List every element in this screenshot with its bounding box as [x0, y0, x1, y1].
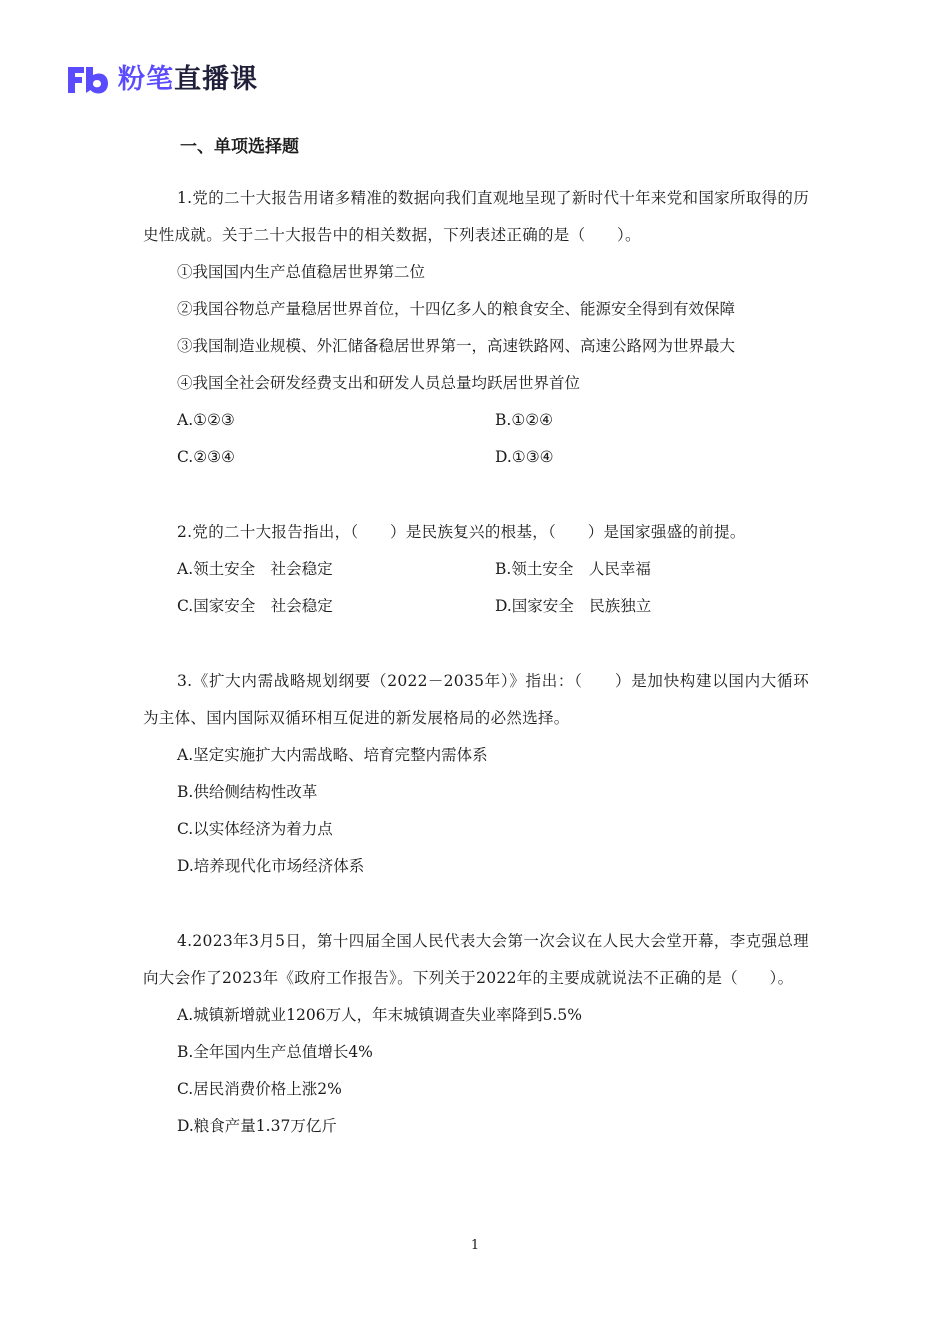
option-d: D.国家安全 民族独立: [495, 597, 652, 615]
statement: ①我国国内生产总值稳居世界第二位: [177, 263, 426, 281]
question-4: [143, 923, 809, 1145]
question-2: [143, 514, 809, 625]
option-b: B.供给侧结构性改革: [177, 783, 318, 801]
option-c: C.居民消费价格上涨2%: [177, 1080, 342, 1098]
option-list: [143, 997, 809, 1145]
option-d: D.粮食产量1.37万亿斤: [177, 1117, 337, 1135]
option-d: D.培养现代化市场经济体系: [177, 857, 365, 875]
question-content: [143, 130, 809, 1145]
statement: ③我国制造业规模、外汇储备稳居世界第一，高速铁路网、高速公路网为世界最大: [177, 337, 736, 355]
option-a: A.①②③: [177, 411, 235, 429]
logo-text: [118, 63, 258, 97]
option-a: A.坚定实施扩大内需战略、培育完整内需体系: [177, 746, 488, 764]
option-c: C.国家安全 社会稳定: [177, 597, 333, 615]
option-grid: [143, 551, 809, 625]
option-c: C.②③④: [177, 448, 235, 466]
question-stem: 3.《扩大内需战略规划纲要（2022－2035年）》指出：（ ）是加快构建以国内大循环为主体、国内国际双循环相互促进的新发展格局的必然选择。: [143, 672, 809, 727]
statement: ④我国全社会研发经费支出和研发人员总量均跃居世界首位: [177, 374, 581, 392]
option-b: B.①②④: [495, 411, 554, 429]
statement: ②我国谷物总产量稳居世界首位，十四亿多人的粮食安全、能源安全得到有效保障: [177, 300, 736, 318]
question-3: [143, 663, 809, 885]
question-1: [143, 180, 809, 476]
logo-subtitle: 直播课: [174, 64, 258, 95]
header-logo: [66, 62, 258, 98]
page-number: 1: [470, 1238, 480, 1253]
option-grid: [143, 402, 809, 476]
question-stem: 4.2023年3月5日，第十四届全国人民代表大会第一次会议在人民大会堂开幕，李克强总理向大会作了2023年《政府工作报告》。下列关于2022年的主要成就说法不正确的是（ ）。: [143, 932, 809, 987]
option-c: C.以实体经济为着力点: [177, 820, 333, 838]
option-list: [143, 737, 809, 885]
question-stem: 2.党的二十大报告指出，（ ）是民族复兴的根基，（ ）是国家强盛的前提。: [177, 523, 746, 541]
option-b: B.全年国内生产总值增长4%: [177, 1043, 373, 1061]
section-title: 一、单项选择题: [180, 137, 299, 157]
option-d: D.①③④: [495, 448, 554, 466]
option-b: B.领土安全 人民幸福: [495, 560, 651, 578]
option-a: A.城镇新增就业1206万人，年末城镇调查失业率降到5.5%: [177, 1006, 582, 1024]
question-stem: 1.党的二十大报告用诸多精准的数据向我们直观地呈现了新时代十年来党和国家所取得的历史性成就。关于二十大报告中的相关数据，下列表述正确的是（ ）。: [143, 189, 809, 244]
fb-logo-icon: [66, 65, 110, 95]
logo-brand: 粉笔: [118, 64, 174, 95]
option-a: A.领土安全 社会稳定: [177, 560, 333, 578]
